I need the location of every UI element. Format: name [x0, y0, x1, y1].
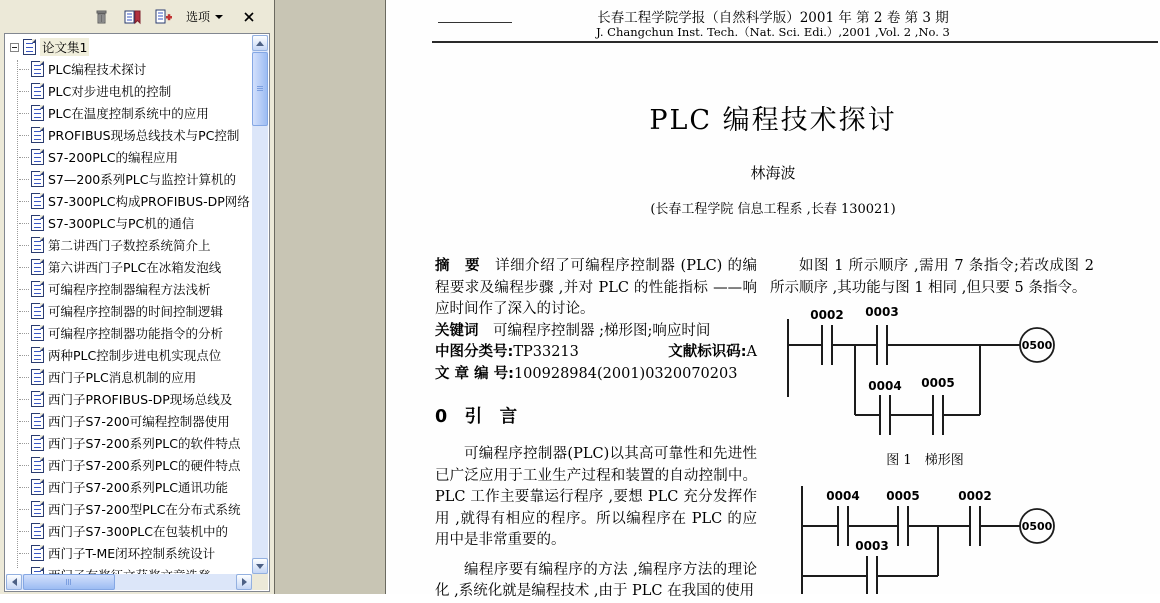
document-icon [31, 523, 44, 539]
article-title: PLC 编程技术探讨 [649, 105, 897, 136]
bookmark-label: 西门子S7-300PLC在包装机中的 [48, 524, 228, 539]
document-icon [31, 303, 44, 319]
list-item[interactable] [6, 476, 252, 498]
list-item[interactable] [6, 410, 252, 432]
document-page [386, 0, 1160, 599]
horizontal-scrollbar[interactable] [6, 574, 252, 590]
bookmark-items [6, 58, 252, 586]
keywords-label: 关键词 [435, 322, 479, 339]
bookmark-label: PLC对步进电机的控制 [48, 84, 172, 99]
contact-label: 0004 [826, 489, 860, 503]
tree-connector [19, 421, 29, 422]
new-bookmark-icon[interactable] [155, 8, 173, 26]
bookmark-label: 两种PLC控制步进电机实现点位 [48, 348, 222, 363]
bookmark-label: 可编程序控制器的时间控制逻辑 [48, 304, 224, 319]
tree-connector [19, 509, 29, 510]
document-icon [31, 413, 44, 429]
tree-connector [19, 399, 29, 400]
tree-connector [19, 135, 29, 136]
document-icon [31, 545, 44, 561]
bookmark-list [6, 36, 252, 574]
paragraph: 如图 1 所示顺序 ,需用 7 条指令;若改成图 2 所示顺序 ,其功能与图 1 相同 ,但只要 5 条指令。 [770, 258, 1094, 296]
figure-1-ladder-diagram [775, 303, 1075, 468]
ladder-diagram-2 [775, 478, 1075, 594]
contact-label: 0004 [868, 379, 902, 393]
clc-value: TP33213 [513, 344, 579, 360]
figure-1-caption: 图 1 梯形图 [886, 453, 964, 468]
tree-connector [19, 311, 29, 312]
list-item[interactable] [6, 520, 252, 542]
document-icon [31, 347, 44, 363]
list-item[interactable] [6, 168, 252, 190]
bookmark-root-label: 论文集1 [42, 40, 88, 55]
tree-connector [19, 355, 29, 356]
journal-header-en: J. Changchun Inst. Tech.（Nat. Sci. Edi.）,2001 ,Vol. 2 ,No. 3 [596, 25, 950, 39]
scrollbar-corner [252, 574, 268, 590]
document-icon [31, 149, 44, 165]
tree-connector [19, 267, 29, 268]
close-icon[interactable] [240, 8, 258, 26]
vertical-scroll-thumb[interactable] [252, 52, 268, 126]
document-icon [31, 61, 44, 77]
options-label: 选项 [185, 10, 210, 24]
contact-label: 0002 [810, 308, 844, 322]
bookmark-label: PLC编程技术探讨 [48, 62, 147, 77]
tree-connector [19, 69, 29, 70]
tree-connector [19, 179, 29, 180]
bookmark-label: S7-300PLC与PC机的通信 [48, 216, 195, 231]
document-icon [31, 325, 44, 341]
document-icon [31, 369, 44, 385]
bookmarks-panel [0, 0, 274, 594]
abstract-label: 摘 要 [435, 258, 481, 274]
bookmark-label: 西门子S7-200型PLC在分布式系统 [48, 502, 241, 517]
document-icon [31, 501, 44, 517]
chevron-down-icon [215, 15, 223, 19]
scroll-up-button[interactable] [252, 35, 268, 51]
contact-label: 0003 [865, 305, 899, 319]
list-item[interactable] [6, 300, 252, 322]
article-id-label: 文 章 编 号: [435, 365, 514, 382]
ladder-diagram-1 [775, 303, 1075, 443]
document-icon [31, 237, 44, 253]
tree-connector [19, 91, 29, 92]
bookmark-label: 西门子S7-200系列PLC通讯功能 [48, 480, 228, 495]
article-id-value: 100928984(2001)0320070203 [513, 365, 738, 382]
abstract [435, 256, 757, 321]
tree-connector [19, 113, 29, 114]
bookmark-label: 西门子S7-200系列PLC的软件特点 [48, 436, 241, 451]
options-dropdown[interactable] [186, 8, 223, 25]
list-item[interactable] [6, 542, 252, 564]
journal-header-cn: 长春工程学院学报（自然科学版）2001 年 第 2 卷 第 3 期 [597, 10, 949, 26]
contact-label: 0002 [958, 489, 992, 503]
list-item[interactable] [6, 322, 252, 344]
keywords-text: 可编程序控制器 ;梯形图;响应时间 [478, 322, 711, 339]
document-icon [23, 39, 36, 55]
tree-connector [19, 487, 29, 488]
document-icon [31, 215, 44, 231]
bookmark-label: S7-200PLC的编程应用 [48, 150, 178, 165]
collapse-icon[interactable] [10, 43, 19, 52]
bookmark-label: 第二讲西门子数控系统简介上 [48, 238, 211, 253]
list-item[interactable] [6, 146, 252, 168]
bookmark-label: 可编程序控制器功能指令的分析 [48, 326, 224, 341]
article-id-row [435, 364, 757, 386]
list-item[interactable] [6, 366, 252, 388]
list-item[interactable] [6, 344, 252, 366]
document-icon [31, 105, 44, 121]
document-icon [31, 259, 44, 275]
bookmark-label: PROFIBUS现场总线技术与PC控制 [48, 128, 240, 143]
bookmark-label: PLC在温度控制系统中的应用 [48, 106, 209, 121]
article-author: 林海波 [750, 164, 796, 182]
keywords [435, 321, 757, 343]
list-item[interactable] [6, 212, 252, 234]
document-icon [31, 171, 44, 187]
bookmark-label: 西门子PLC消息机制的应用 [48, 370, 197, 385]
delete-icon[interactable] [93, 8, 111, 26]
list-item[interactable] [6, 498, 252, 520]
list-item[interactable] [6, 454, 252, 476]
document-icon [31, 127, 44, 143]
document-icon [31, 391, 44, 407]
scroll-down-button[interactable] [252, 558, 268, 574]
tree-connector [19, 465, 29, 466]
list-item[interactable] [6, 58, 252, 80]
doc-code-value: A [746, 344, 757, 360]
tree-connector [19, 443, 29, 444]
document-icon [31, 435, 44, 451]
viewer-canvas [274, 0, 386, 594]
coil-label: 0500 [1021, 339, 1053, 352]
tree-connector [19, 157, 29, 158]
paragraph: 可编程序控制器(PLC)以其高可靠性和先进性已广泛应用于工业生产过程和装置的自动控制中。PLC 工作主要靠运行程序 ,要想 PLC 充分发挥作用 ,就得有相应的程序。所以编程序在 PLC 的应用中是非常重要的。 [435, 446, 757, 548]
list-item[interactable] [6, 190, 252, 212]
paragraph: 编程序要有编程序的方法 ,编程序方法的理论化 ,系统化就是编程技术 ,由于 PLC 在我国的使用 [435, 561, 757, 599]
bookmark-root[interactable] [6, 36, 252, 58]
list-item[interactable] [6, 124, 252, 146]
coil-label: 0500 [1021, 520, 1053, 533]
tree-connector [19, 553, 29, 554]
bookmarks-tree [4, 33, 270, 592]
list-item[interactable] [6, 278, 252, 300]
bookmark-label: 西门子PROFIBUS-DP现场总线及 [48, 392, 233, 407]
left-column [435, 256, 757, 603]
doc-code-label: 文献标识码: [668, 344, 747, 360]
document-icon [31, 83, 44, 99]
bookmark-label: 可编程序控制器编程方法浅析 [48, 282, 211, 297]
document-icon [31, 193, 44, 209]
bookmark-label: S7—200系列PLC与监控计算机的 [48, 172, 236, 187]
list-item[interactable] [6, 388, 252, 410]
list-item[interactable] [6, 102, 252, 124]
section-heading: 0 引 言 [435, 407, 518, 427]
bookmarks-toolbar [0, 0, 274, 33]
contact-label: 0003 [855, 539, 889, 553]
header-rule [432, 41, 1158, 43]
document-icon [31, 281, 44, 297]
tree-connector [19, 245, 29, 246]
vertical-scrollbar[interactable] [252, 35, 268, 574]
bookmark-label: 西门子S7-200可编程控制器使用 [48, 414, 230, 429]
tree-connector [19, 377, 29, 378]
document-icon [31, 479, 44, 495]
bookmark-label: 西门子S7-200系列PLC的硬件特点 [48, 458, 241, 473]
doc-code [668, 342, 757, 364]
scroll-right-button[interactable] [236, 574, 252, 590]
tree-connector [19, 289, 29, 290]
expand-bookmark-icon[interactable] [124, 8, 142, 26]
footnote-rule [438, 22, 512, 23]
figure-2-ladder-diagram [775, 478, 1075, 598]
clc-row [435, 342, 757, 364]
document-icon [31, 457, 44, 473]
list-item[interactable] [6, 432, 252, 454]
bookmark-label: S7-300PLC构成PROFIBUS-DP网络 [48, 194, 250, 209]
tree-connector [19, 201, 29, 202]
list-item[interactable] [6, 80, 252, 102]
clc-label: 中图分类号: [435, 344, 514, 360]
tree-connector [19, 223, 29, 224]
bookmark-label: 第六讲西门子PLC在冰箱发泡线 [48, 260, 222, 275]
clc-number [435, 342, 579, 364]
contact-label: 0005 [886, 489, 920, 503]
tree-connector [19, 531, 29, 532]
list-item[interactable] [6, 256, 252, 278]
list-item[interactable] [6, 234, 252, 256]
tree-connector [19, 333, 29, 334]
article-affiliation: (长春工程学院 信息工程系 ,长春 130021) [650, 202, 896, 217]
bookmark-label: 西门子T-ME闭环控制系统设计 [48, 546, 216, 561]
abstract-text: 详细介绍了可编程序控制器 (PLC) 的编程要求及编程步骤 ,并对 PLC 的性能指标 ——响应时间作了深入的讨论。 [435, 258, 757, 317]
scroll-left-button[interactable] [6, 574, 22, 590]
horizontal-scroll-thumb[interactable] [23, 574, 115, 590]
contact-label: 0005 [921, 376, 955, 390]
right-column [770, 256, 1094, 299]
